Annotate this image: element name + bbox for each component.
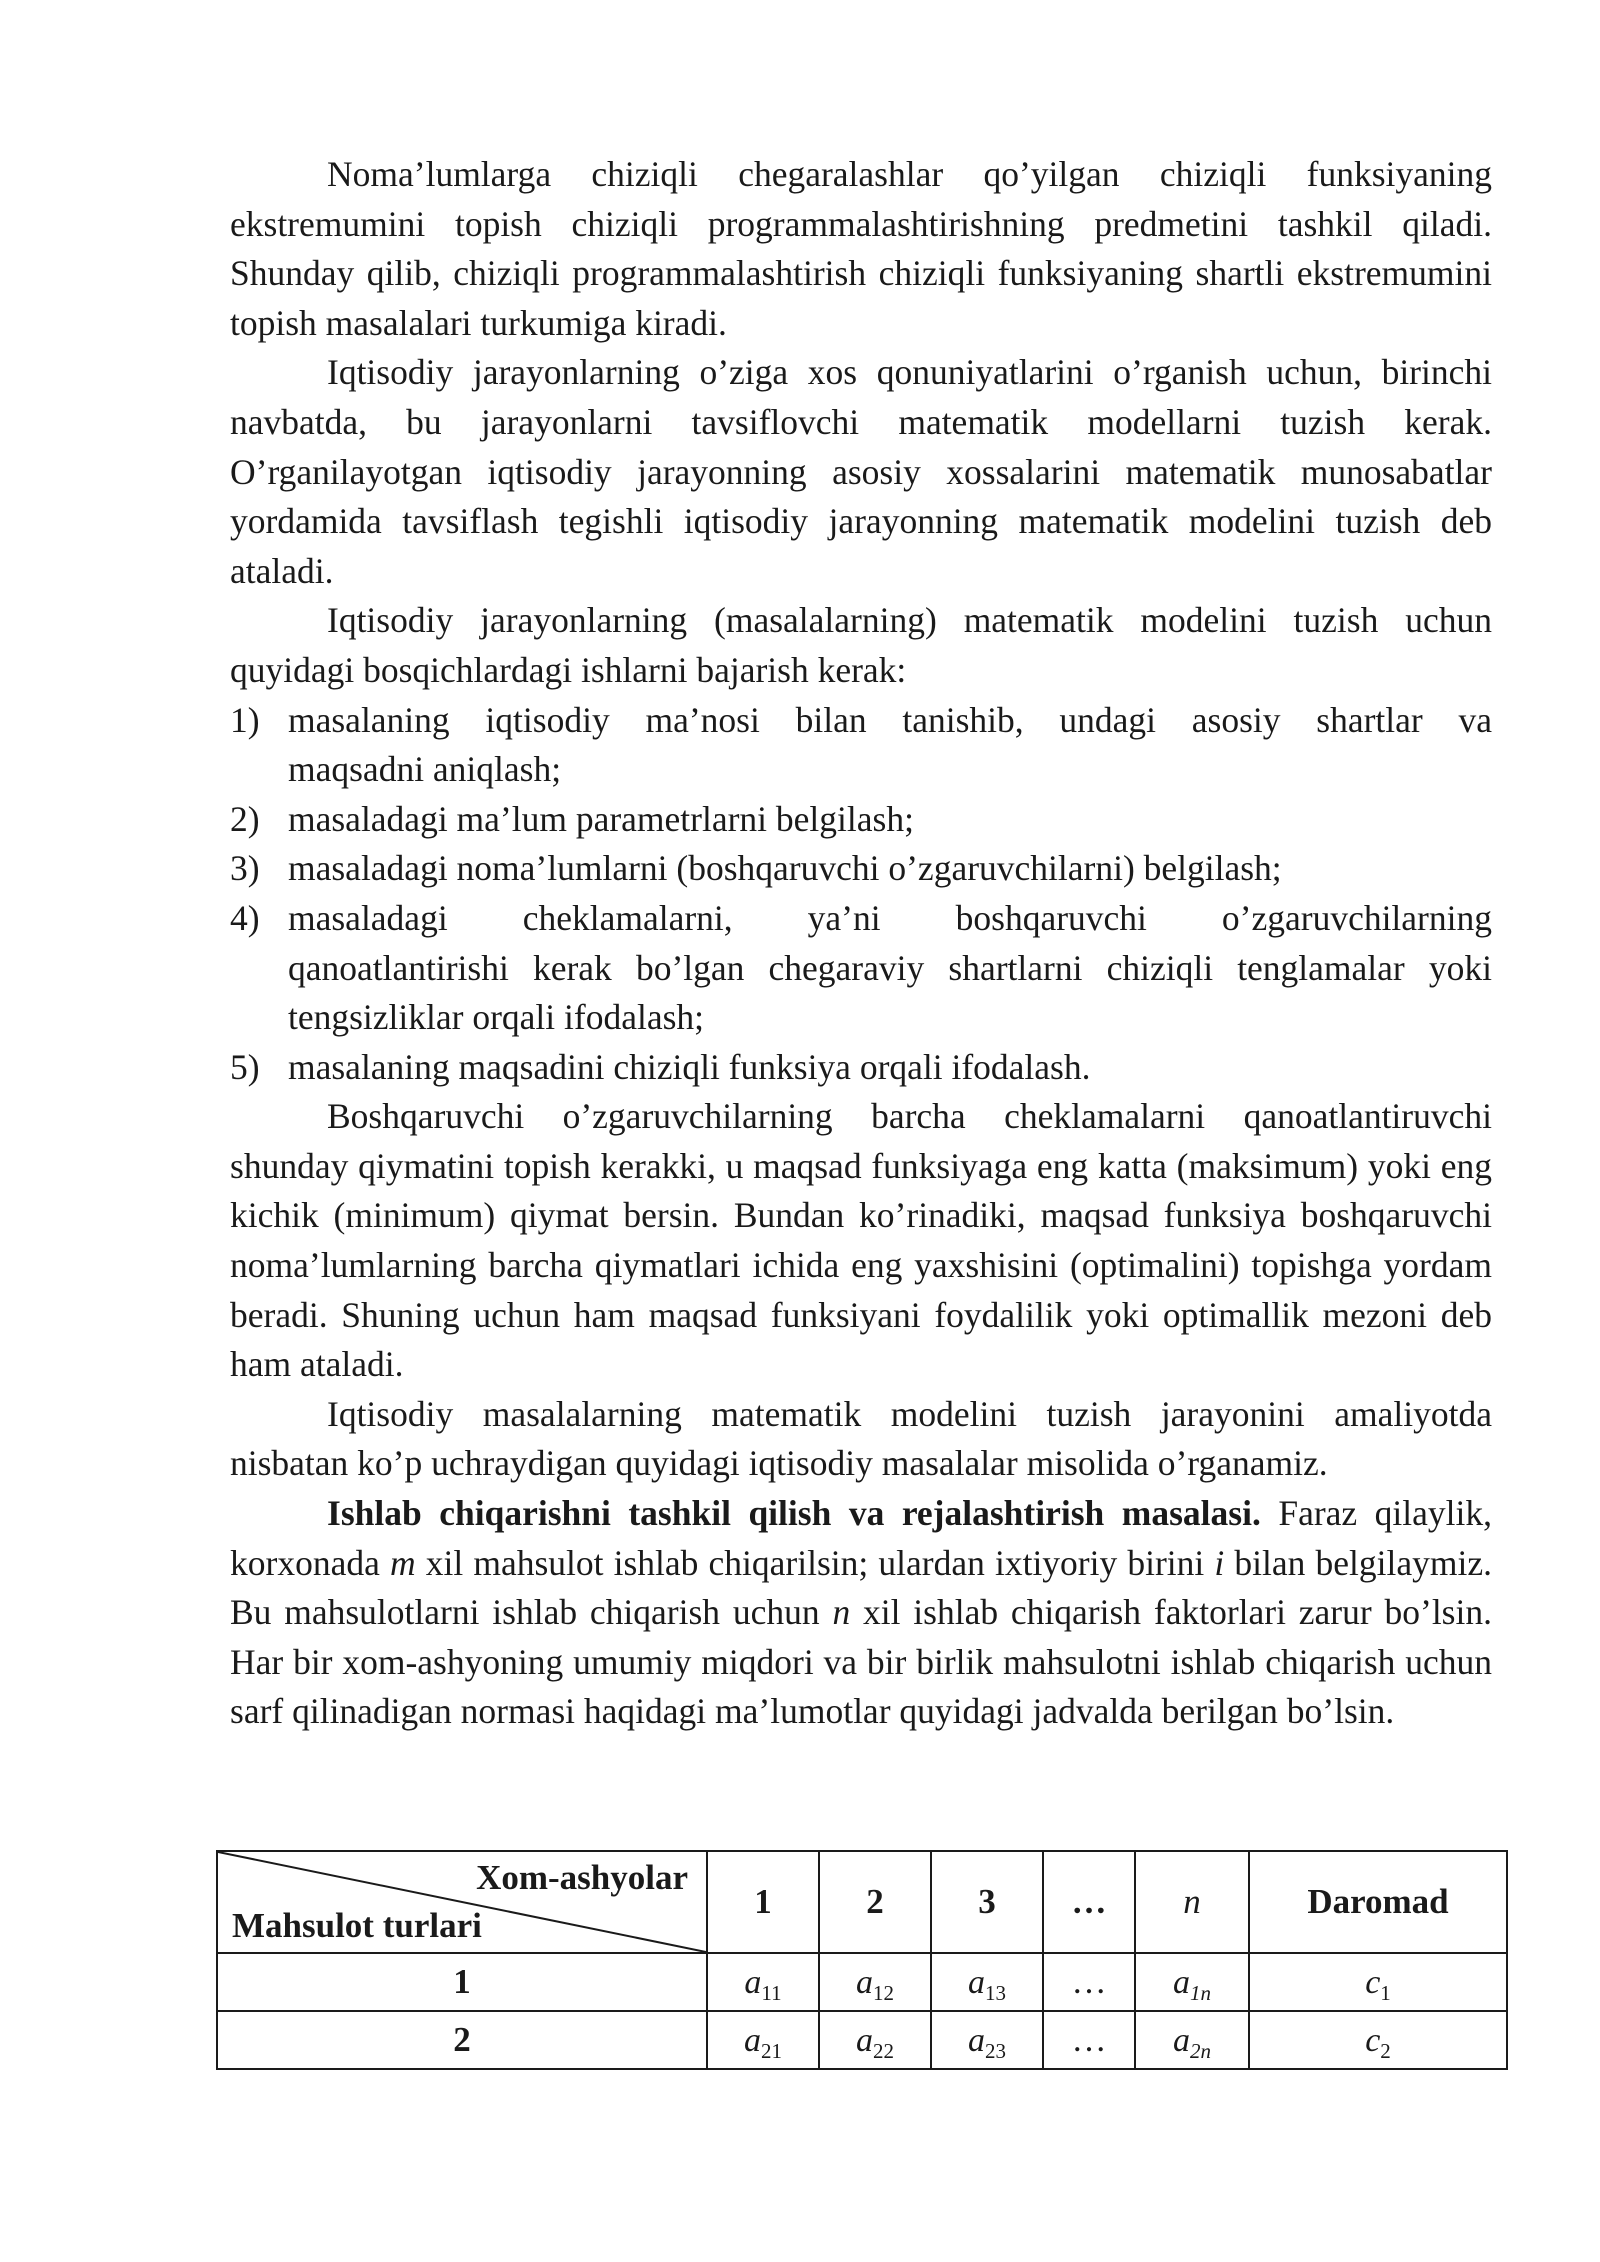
row-label: 2 (217, 2011, 707, 2069)
corner-header-cell (217, 1851, 707, 1953)
paragraph-3: Iqtisodiy jarayonlarning (masalalarning) matematik modelini tuzish uchun quyidagi bosqichlardagi ishlarni bajarish kerak: (230, 600, 1492, 690)
section-heading: Ishlab chiqarishni tashkil qilish va rejalashtirish masalasi. (327, 1493, 1261, 1534)
column-header-n: n (1183, 1882, 1201, 1921)
list-line: masalaning maqsadini chiziqli funksiya orqali ifodalash. (288, 1046, 1091, 1087)
list-item (230, 844, 1492, 894)
variable-n: n (832, 1592, 851, 1633)
table-header-row (217, 1851, 1507, 1953)
document-page (230, 150, 1492, 1737)
paragraph-2: Iqtisodiy jarayonlarning o’ziga xos qonuniyatlarini o’rganish uchun, birinchi navbatda, bu jarayonlarni tavsiflovchi matematik modellarni tuzish kerak. O’rganilayotgan iqtisodiy jarayonning asosiy xossalarini matematik munosabatlar yordamida tavsiflash tegishli iqtisodiy jarayonning matematik modelini tuzish deb ataladi. (230, 352, 1492, 591)
text-span: bilan belgilaymiz. Bu mahsulotlarni ishlab chiqarish uchun (230, 1542, 1492, 1633)
column-header: 2 (819, 1851, 931, 1953)
variable-i: i (1214, 1542, 1225, 1583)
list-line: tengsizliklar orqali ifodalash; (288, 997, 705, 1038)
paragraph-1: Noma’lumlarga chiziqli chegaralashlar qo’yilgan chiziqli funksiyaning ekstremumini topish chiziqli programmalashtirishning predmetini tashkil qiladi. Shunday qilib, chiziqli programmalashtirish chiziqli funksiyaning shartli ekstremumini topish masalalari turkumiga kiradi. (230, 154, 1492, 343)
list-line: qanoatlantirishi kerak bo’lgan chegaraviy shartlarni chiziqli tenglamalar yoki (288, 947, 1492, 988)
resource-table (216, 1850, 1508, 2070)
table-cell: $a_{12}$ (819, 1953, 931, 2011)
table-cell: … (1043, 1953, 1135, 2011)
steps-list (230, 696, 1492, 1093)
text-span: xil mahsulot ishlab chiqarilsin; ulardan ixtiyoriy birini (415, 1542, 1215, 1583)
corner-header-bottom: Mahsulot turlari (232, 1906, 482, 1945)
list-line: masaladagi cheklamalarni, ya’ni boshqaruvchi o’zgaruvchilarning (288, 897, 1492, 938)
table-cell: $a_{22}$ (819, 2011, 931, 2069)
list-number: 5) (230, 1046, 260, 1087)
list-item (230, 696, 1492, 795)
table-cell: $c_2$ (1249, 2011, 1507, 2069)
table-cell: $a_{11}$ (707, 1953, 819, 2011)
table-row (217, 2011, 1507, 2069)
column-header: Daromad (1249, 1851, 1507, 1953)
paragraph-5: Iqtisodiy masalalarning matematik modelini tuzish jarayonini amaliyotda nisbatan ko’p uchraydigan quyidagi iqtisodiy masalalar misolida o’rganamiz. (230, 1393, 1492, 1484)
corner-header-top: Xom-ashyolar (476, 1858, 688, 1897)
list-number: 2) (230, 798, 260, 839)
column-header: … (1043, 1851, 1135, 1953)
table-row (217, 1953, 1507, 2011)
column-header: 3 (931, 1851, 1043, 1953)
table-cell: $a_{23}$ (931, 2011, 1043, 2069)
variable-m: m (389, 1542, 416, 1583)
list-item (230, 795, 1492, 845)
list-item (230, 1043, 1492, 1093)
list-line: masaladagi ma’lum parametrlarni belgilash; (288, 798, 914, 839)
row-label: 1 (217, 1953, 707, 2011)
list-line: maqsadni aniqlash; (288, 749, 562, 790)
table-cell: $a_{13}$ (931, 1953, 1043, 2011)
table-cell: $a_{1n}$ (1135, 1953, 1249, 2011)
paragraph-6 (230, 1489, 1492, 1737)
list-number: 3) (230, 848, 260, 889)
table-cell: $a_{21}$ (707, 2011, 819, 2069)
list-line: masaladagi noma’lumlarni (boshqaruvchi o’zgaruvchilarni) belgilash; (288, 848, 1282, 889)
table-cell: … (1043, 2011, 1135, 2069)
text-span: xil ishlab chiqarish faktorlari zarur bo’lsin. Har bir xom-ashyoning umumiy miqdori va bir birlik mahsulotni ishlab chiqarish uchun sarf qilinadigan normasi haqidagi ma’lumotlar quyidagi jadvalda berilgan bo’lsin. (230, 1592, 1492, 1732)
list-item (230, 894, 1492, 1043)
table-cell: $c_1$ (1249, 1953, 1507, 2011)
list-number: 1) (230, 699, 260, 740)
table-cell: $a_{2n}$ (1135, 2011, 1249, 2069)
column-header: 1 (707, 1851, 819, 1953)
list-line: masalaning iqtisodiy ma’nosi bilan tanishib, undagi asosiy shartlar va (288, 699, 1492, 740)
column-header (1135, 1851, 1249, 1953)
paragraph-4: Boshqaruvchi o’zgaruvchilarning barcha cheklamalarni qanoatlantiruvchi shunday qiymatini topish kerakki, u maqsad funksiyaga eng katta (maksimum) yoki eng kichik (minimum) qiymat bersin. Bundan ko’rinadiki, maqsad funksiya boshqaruvchi noma’lumlarning barcha qiymatlari ichida eng yaxshisini (optimalini) topishga yordam beradi. Shuning uchun ham maqsad funksiyani foydalilik yoki optimallik mezoni deb ham ataladi. (230, 1096, 1492, 1385)
list-number: 4) (230, 897, 260, 938)
text-span: Faraz qilaylik, korxonada (230, 1493, 1492, 1583)
